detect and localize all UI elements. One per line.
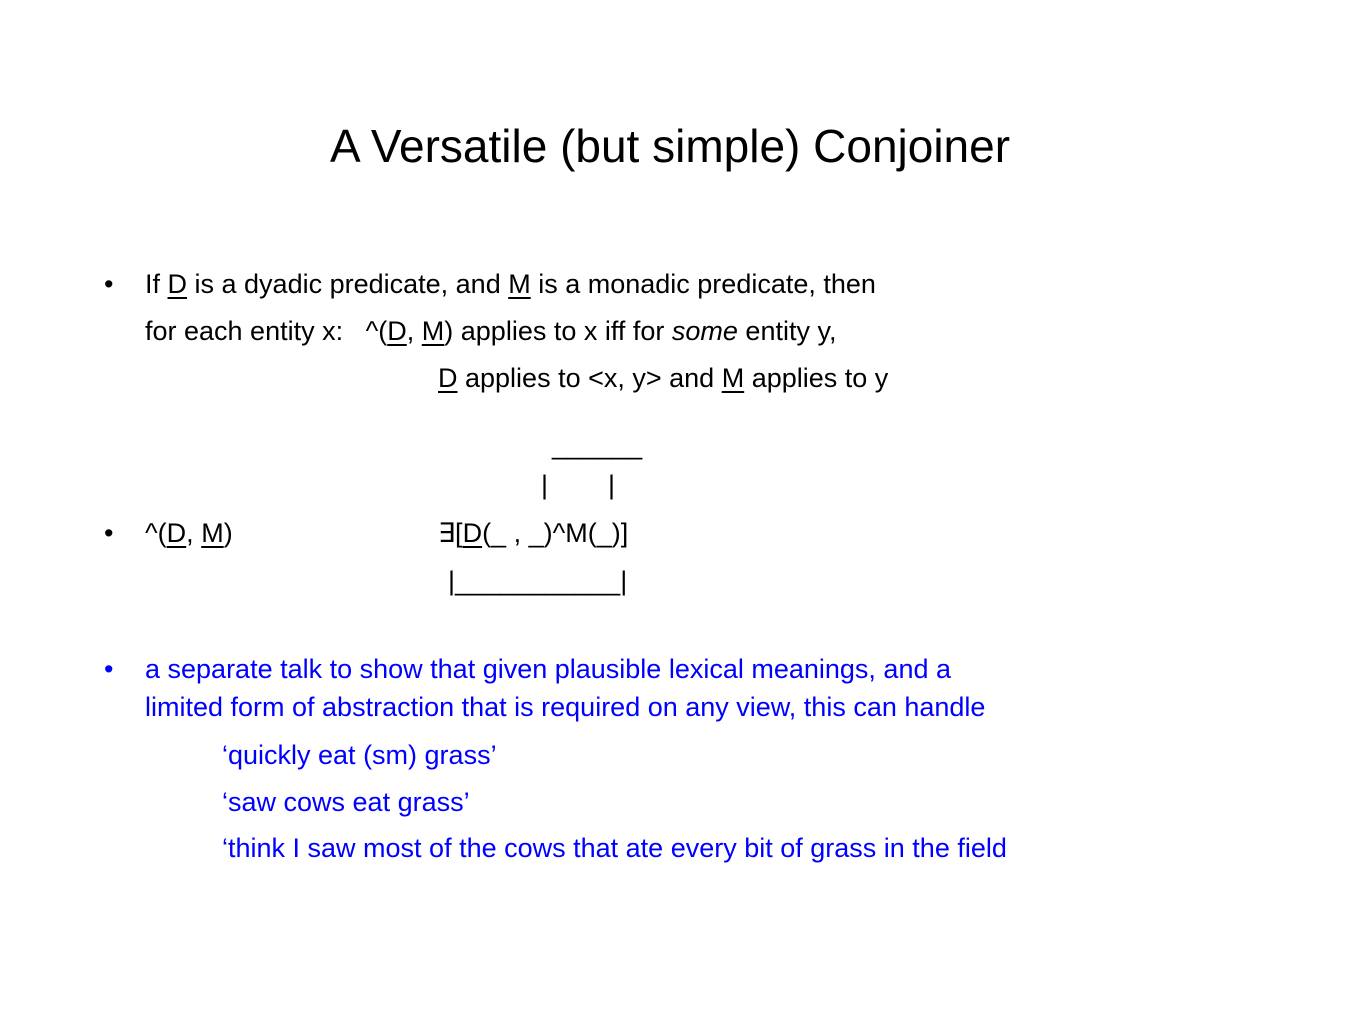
bullet3-line2: limited form of abstraction that is required on any view, this can handle xyxy=(145,692,986,722)
symbol-m: M xyxy=(201,518,224,548)
symbol-m: M xyxy=(721,363,745,393)
diagram-top-bar: ______ xyxy=(552,430,643,460)
bullet-marker: • xyxy=(104,654,114,684)
symbol-d: D xyxy=(387,316,407,346)
symbol-m: M xyxy=(421,316,445,346)
bullet1-line2: for each entity x: ^(D, M) applies to x iff for some entity y, xyxy=(145,316,837,346)
bullet-marker: • xyxy=(104,269,114,299)
symbol-d: D xyxy=(438,363,458,393)
bullet1-line1: If D is a dyadic predicate, and M is a monadic predicate, then xyxy=(145,269,876,299)
bullet-marker: • xyxy=(104,518,114,548)
diagram-lhs: ^(D, M) xyxy=(145,518,233,548)
symbol-d: D xyxy=(166,518,187,548)
diagram-top-verticals: | | xyxy=(541,470,616,500)
emphasis-some: some xyxy=(671,316,738,346)
example-1: ‘quickly eat (sm) grass’ xyxy=(222,740,497,770)
example-3: ‘think I saw most of the cows that ate every bit of grass in the field xyxy=(222,833,1007,863)
symbol-d: D xyxy=(167,269,188,299)
slide-title: A Versatile (but simple) Conjoiner xyxy=(329,120,1011,172)
bullet1-line3: D applies to <x, y> and M applies to y xyxy=(438,363,889,393)
diagram-rhs: ∃[D(_ , _)^M(_)] xyxy=(438,518,629,548)
bullet3-line1: a separate talk to show that given plausible lexical meanings, and a xyxy=(145,654,951,684)
diagram-bottom-bar: |___________| xyxy=(448,566,628,596)
symbol-m: M xyxy=(508,269,531,299)
symbol-d: D xyxy=(462,518,483,548)
example-2: ‘saw cows eat grass’ xyxy=(222,787,470,817)
